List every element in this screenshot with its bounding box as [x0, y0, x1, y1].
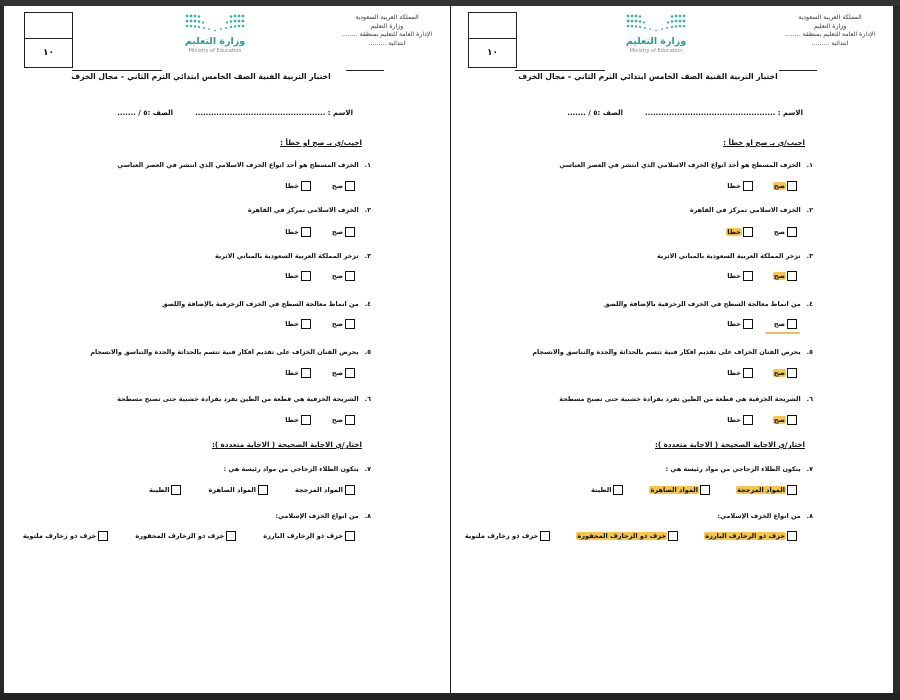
checkbox[interactable]: [700, 485, 710, 495]
option-clay[interactable]: الطينة: [590, 485, 624, 495]
checkbox[interactable]: [345, 531, 355, 541]
question-5: ٥.يحرص الفنان الخزاف على تقديم افكار فنية تتسم بالحداثة والجدة والتناسق والانسجام: [90, 348, 371, 356]
option-false[interactable]: خطا: [726, 415, 753, 425]
logo-english-text: Ministry of Education: [629, 48, 683, 54]
checkbox[interactable]: [743, 271, 753, 281]
option-false[interactable]: خطا: [284, 415, 311, 425]
grade-box: [468, 12, 517, 68]
checkbox[interactable]: [301, 181, 311, 191]
question-4: ٤.من انماط معالجة السطح في الخزف الزخرفية بالإضافة واللصق: [161, 300, 371, 308]
checkbox[interactable]: [301, 368, 311, 378]
question-6-options: [726, 415, 797, 425]
checkbox[interactable]: [345, 227, 355, 237]
header-line-ministry: وزارة التعليم: [813, 22, 847, 30]
name-field[interactable]: الاسم : .................................................: [645, 109, 803, 117]
option-true[interactable]: [773, 271, 797, 281]
option-raised-decoration[interactable]: [704, 531, 797, 541]
viewer-bottom-bar: [0, 693, 900, 700]
question-3-options: [284, 271, 355, 281]
checkbox[interactable]: [301, 271, 311, 281]
option-true[interactable]: صح: [331, 181, 355, 191]
option-false[interactable]: خطا: [284, 319, 311, 329]
checkbox[interactable]: [787, 368, 797, 378]
header-line-school: ابتدائية .........: [368, 39, 406, 47]
logo-arabic-text: وزارة التعليم: [625, 36, 687, 47]
option-false[interactable]: خطا: [726, 271, 753, 281]
option-false[interactable]: خطا: [284, 227, 311, 237]
class-field[interactable]: الصف :٥ / .......: [567, 109, 624, 117]
question-4-options: [284, 319, 355, 329]
option-flux-materials[interactable]: المواد الصاهرة: [207, 485, 268, 495]
checkbox[interactable]: [301, 319, 311, 329]
option-carved-decoration[interactable]: [576, 531, 678, 541]
question-8-options: [464, 531, 797, 541]
checkbox[interactable]: [540, 531, 550, 541]
highlighted-answer: المواد المزججة: [737, 486, 785, 494]
checkbox[interactable]: [171, 485, 181, 495]
question-3: ٣.تزخر المملكة العربية السعودية بالمباني الاثرية: [656, 252, 813, 260]
option-raised-decoration[interactable]: خزف ذو الزخارف البارزة: [262, 531, 355, 541]
class-field[interactable]: الصف :٥ / .......: [117, 109, 174, 117]
option-clay[interactable]: الطينة: [148, 485, 182, 495]
section-multiple-choice-heading: اختار/ي الاجابة الصحيحة ( الاجابة متعددة ):: [654, 440, 805, 449]
option-false[interactable]: خطا: [726, 319, 753, 329]
option-flux-materials[interactable]: [649, 485, 710, 495]
checkbox[interactable]: [787, 415, 797, 425]
ministry-logo: [621, 13, 691, 69]
option-false[interactable]: خطا: [284, 181, 311, 191]
checkbox[interactable]: [743, 227, 753, 237]
question-6: ٦.الشريحة الخزفية هي قطعة من الطين تفرد بفرادة خشبية حتى تصبح مسطحة: [559, 395, 813, 403]
score-cell: [469, 13, 516, 39]
highlighted-answer: خطا: [727, 228, 741, 236]
checkbox[interactable]: [345, 368, 355, 378]
highlighted-answer: خزف ذو الزخارف البارزة: [705, 532, 785, 540]
question-8: ٨.من انواع الخزف الإسلامي:: [717, 512, 813, 520]
option-true[interactable]: صح: [331, 368, 355, 378]
question-7: ٧.يتكون الطلاء الزجاجي من مواد رئيسة هي :: [223, 465, 371, 473]
question-4: ٤.من انماط معالجة السطح في الخزف الزخرفية بالإضافة واللصق: [603, 300, 813, 308]
option-true[interactable]: صح: [331, 271, 355, 281]
header-line-kingdom: المملكة العربية السعودية: [798, 14, 862, 21]
page-right-answer-key: [451, 6, 893, 693]
student-info-row: [567, 109, 803, 117]
page-left-blank-exam: [4, 6, 450, 693]
question-8-options: [22, 531, 355, 541]
question-1-options: [284, 181, 355, 191]
checkbox[interactable]: [787, 319, 797, 329]
total-score: ١٠: [487, 47, 498, 58]
highlighted-answer: خزف ذو الزخارف المحفورة: [577, 532, 667, 540]
checkbox[interactable]: [787, 485, 797, 495]
checkbox[interactable]: [743, 368, 753, 378]
checkbox[interactable]: [668, 531, 678, 541]
checkbox[interactable]: [787, 181, 797, 191]
option-glazing-materials[interactable]: [736, 485, 797, 495]
header-line-school: ابتدائية .........: [811, 39, 849, 47]
question-6-options: [284, 415, 355, 425]
question-5-options: [284, 368, 355, 378]
logo-arabic-text: وزارة التعليم: [184, 36, 246, 47]
option-true[interactable]: [773, 181, 797, 191]
exam-title: اختبار التربية الفنية الصف الخامس ابتدائي الترم الثاني – مجال الخزف: [71, 72, 331, 81]
exam-title: اختبار التربية الفنية الصف الخامس ابتدائي الترم الثاني – مجال الخزف: [518, 72, 778, 81]
question-8: ٨.من انواع الخزف الإسلامي:: [275, 512, 371, 520]
option-false[interactable]: [726, 227, 753, 237]
checkbox[interactable]: [345, 415, 355, 425]
checkbox[interactable]: [613, 485, 623, 495]
government-header: [775, 14, 885, 48]
title-rule: [72, 70, 162, 71]
question-5-options: [726, 368, 797, 378]
option-twisted-decoration[interactable]: خزف ذو زخارف ملتوية: [22, 531, 108, 541]
question-1: ١.الخزف المسطح هو أحد انواع الخزف الاسلامي الذي انتشر في العصر العباسي: [117, 161, 371, 169]
question-4-options: [726, 319, 797, 329]
option-true[interactable]: [773, 415, 797, 425]
question-2: ٢.الخزف الاسلامي تمركز في القاهرة: [247, 206, 371, 214]
checkbox[interactable]: [345, 271, 355, 281]
header-line-ministry: وزارة التعليم: [370, 22, 404, 30]
checkbox[interactable]: [743, 415, 753, 425]
score-cell: [25, 13, 72, 39]
ministry-logo-icon: [625, 13, 687, 33]
section-true-false-heading: اجيب/ي بـ صح او خطأ :: [280, 138, 362, 147]
title-rule: [515, 70, 605, 71]
question-7: ٧.يتكون الطلاء الزجاجي من مواد رئيسة هي :: [665, 465, 813, 473]
ministry-logo: [180, 13, 250, 69]
question-3: ٣.تزخر المملكة العربية السعودية بالمباني الاثرية: [214, 252, 371, 260]
highlighted-answer: المواد الصاهرة: [650, 486, 698, 494]
question-6: ٦.الشريحة الخزفية هي قطعة من الطين تفرد بفرادة خشبية حتى تصبح مسطحة: [117, 395, 371, 403]
highlighted-answer: صح: [773, 369, 785, 377]
checkbox[interactable]: [226, 531, 236, 541]
option-carved-decoration[interactable]: خزف ذو الزخارف المحفورة: [134, 531, 236, 541]
government-header: [332, 14, 442, 48]
checkbox[interactable]: [743, 319, 753, 329]
logo-english-text: Ministry of Education: [188, 48, 242, 54]
question-2-options: [726, 227, 797, 237]
ministry-logo-icon: [184, 13, 246, 33]
question-3-options: [726, 271, 797, 281]
header-line-kingdom: المملكة العربية السعودية: [355, 14, 419, 21]
title-rule: [779, 70, 817, 71]
option-true-underlined[interactable]: صح: [773, 319, 797, 329]
highlighted-answer: صح: [773, 182, 785, 190]
checkbox[interactable]: [98, 531, 108, 541]
checkbox[interactable]: [787, 271, 797, 281]
question-1-options: [726, 181, 797, 191]
highlighted-answer: صح: [773, 416, 785, 424]
question-2: ٢.الخزف الاسلامي تمركز في القاهرة: [689, 206, 813, 214]
option-false[interactable]: خطا: [284, 271, 311, 281]
checkbox[interactable]: [743, 181, 753, 191]
header-line-directorate: الإدارة العامة للتعليم بمنطقة ........: [784, 31, 876, 38]
checkbox[interactable]: [345, 319, 355, 329]
highlighted-answer: صح: [773, 272, 785, 280]
question-1: ١.الخزف المسطح هو أحد انواع الخزف الاسلامي الذي انتشر في العصر العباسي: [559, 161, 813, 169]
grade-box: [24, 12, 73, 68]
total-score: ١٠: [43, 47, 54, 58]
checkbox[interactable]: [301, 227, 311, 237]
student-info-row: [117, 109, 353, 117]
title-rule: [346, 70, 384, 71]
question-7-options: [590, 485, 797, 495]
header-line-directorate: الإدارة العامة للتعليم بمنطقة ........: [341, 31, 433, 38]
option-true[interactable]: [773, 368, 797, 378]
question-5: ٥.يحرص الفنان الخزاف على تقديم افكار فنية تتسم بالحداثة والجدة والتناسق والانسجام: [532, 348, 813, 356]
section-multiple-choice-heading: اختار/ي الاجابة الصحيحة ( الاجابة متعددة ):: [211, 440, 362, 449]
question-7-options: [148, 485, 355, 495]
option-true[interactable]: صح: [773, 227, 797, 237]
option-false[interactable]: خطا: [726, 181, 753, 191]
option-twisted-decoration[interactable]: خزف ذو زخارف ملتوية: [464, 531, 550, 541]
option-glazing-materials[interactable]: المواد المزججة: [294, 485, 355, 495]
question-2-options: [284, 227, 355, 237]
checkbox[interactable]: [258, 485, 268, 495]
option-false[interactable]: خطا: [284, 368, 311, 378]
checkbox[interactable]: [787, 227, 797, 237]
section-true-false-heading: اجيب/ي بـ صح او خطأ :: [723, 138, 805, 147]
name-field[interactable]: الاسم : .................................................: [195, 109, 353, 117]
option-false[interactable]: خطا: [726, 368, 753, 378]
checkbox[interactable]: [787, 531, 797, 541]
option-true[interactable]: صح: [331, 415, 355, 425]
option-true[interactable]: صح: [331, 227, 355, 237]
checkbox[interactable]: [345, 485, 355, 495]
checkbox[interactable]: [301, 415, 311, 425]
checkbox[interactable]: [345, 181, 355, 191]
option-true[interactable]: صح: [331, 319, 355, 329]
